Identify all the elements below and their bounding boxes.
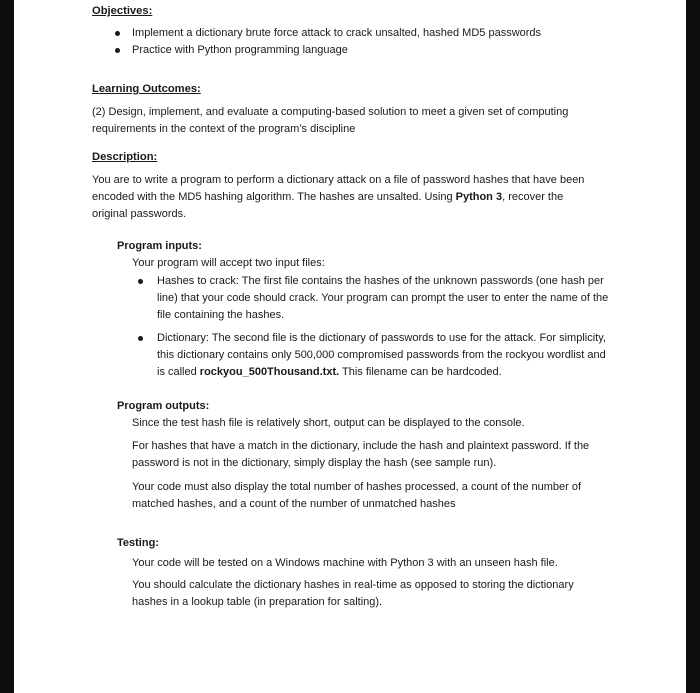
input-item-text: Hashes to crack: The first file contains the hashes of the unknown passwords (one hash per line) that your code should crack. Your program can prompt the user to enter the name of the file containing the hashes. <box>157 275 609 321</box>
program-outputs-text-1: Since the test hash file is relatively short, output can be displayed to the console. <box>132 417 525 429</box>
bullet-icon <box>115 31 120 36</box>
objectives-heading: Objectives: <box>92 5 153 17</box>
program-inputs-heading: Program inputs: <box>117 240 202 252</box>
input-item-text-part: This filename can be hardcoded. <box>339 366 502 378</box>
bullet-icon <box>115 48 120 53</box>
testing-text-1: Your code will be tested on a Windows machine with Python 3 with an unseen hash file. <box>132 557 558 569</box>
input-item-text-part: Dictionary: The second file is the dictionary of passwords to use for the attack. For simplicity, this dictionary contains only 500,000 compromised passwords from the rockyou wordlist and is called <box>157 332 606 378</box>
dictionary-filename: rockyou_500Thousand.txt. <box>199 366 340 378</box>
program-outputs-text-2: For hashes that have a match in the dictionary, include the hash and plaintext password. If the password is not in the dictionary, simply display the hash (see sample run). <box>132 440 590 469</box>
input-item <box>138 330 616 381</box>
input-item-text <box>157 330 609 381</box>
testing-heading: Testing: <box>117 537 159 549</box>
description-bold: Python 3 <box>455 191 503 203</box>
input-item <box>138 273 616 324</box>
description-text <box>92 172 600 223</box>
bullet-icon <box>138 336 143 341</box>
right-edge <box>686 0 700 693</box>
program-outputs-text-3: Your code must also display the total number of hashes processed, a count of the number of matched hashes, and a count of the number of unmatched hashes <box>132 481 582 510</box>
objective-text: Implement a dictionary brute force attack to crack unsalted, hashed MD5 passwords <box>132 27 542 39</box>
description-text-part: , recover the original passwords. <box>92 191 564 220</box>
bullet-icon <box>138 279 143 284</box>
left-edge <box>0 0 14 693</box>
description-heading: Description: <box>92 151 158 163</box>
objective-item <box>115 25 585 42</box>
objective-item <box>115 42 585 59</box>
testing-text-2: You should calculate the dictionary hashes in real-time as opposed to storing the dictionary hashes in a lookup table (in preparation for salting). <box>132 579 574 608</box>
learning-outcomes-heading: Learning Outcomes: <box>92 83 201 95</box>
learning-outcomes-text: (2) Design, implement, and evaluate a computing-based solution to meet a given set of computing requirements in the context of the program’s discipline <box>92 106 569 135</box>
program-outputs-heading: Program outputs: <box>117 400 210 412</box>
program-inputs-intro: Your program will accept two input files: <box>132 257 325 269</box>
description-text-part: You are to write a program to perform a dictionary attack on a file of password hashes that have been encoded with the MD5 hashing algorithm. The hashes are unsalted. Using <box>92 174 585 203</box>
document-page <box>14 0 686 693</box>
objective-text: Practice with Python programming language <box>132 44 348 56</box>
